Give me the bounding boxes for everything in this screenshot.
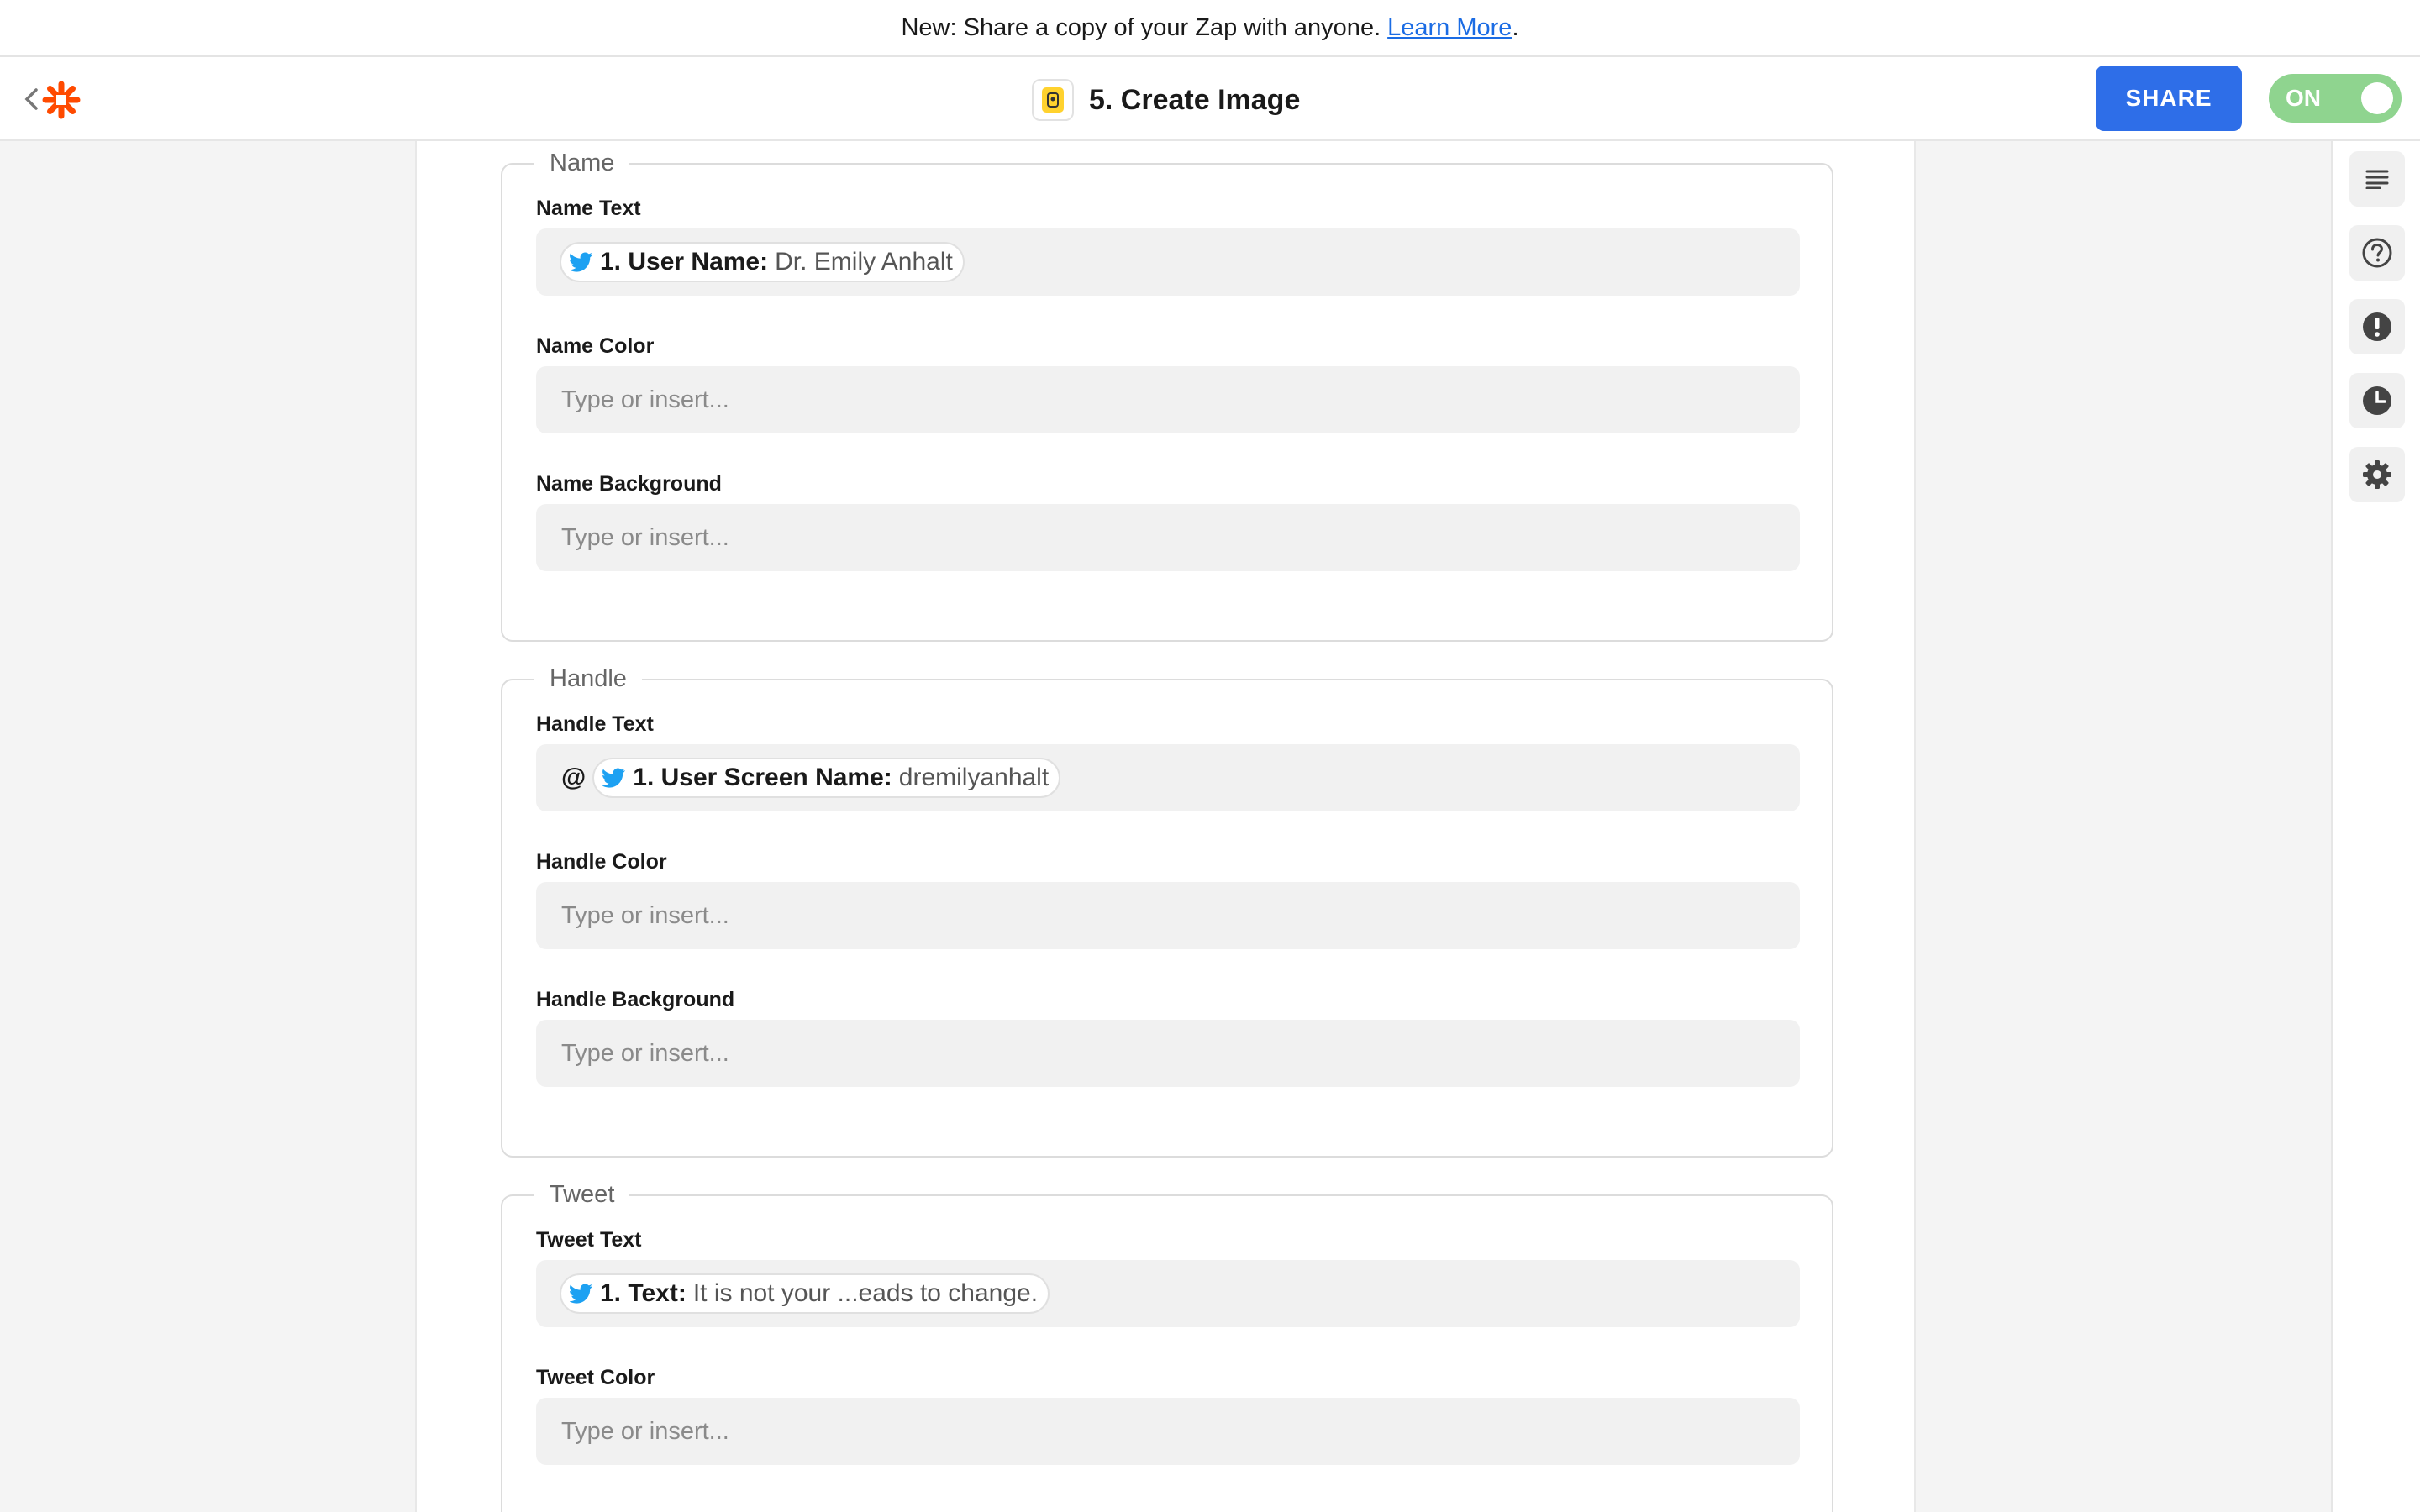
name-color-input[interactable]: Type or insert...: [536, 366, 1800, 433]
name-background-input[interactable]: Type or insert...: [536, 504, 1800, 571]
tweet-legend: Tweet: [534, 1178, 629, 1211]
handle-background-label: Handle Background: [536, 988, 735, 1011]
back-button[interactable]: [18, 82, 44, 116]
alerts-button[interactable]: [2349, 299, 2405, 354]
gear-icon: [2361, 459, 2393, 491]
pill-value: It is not your ...eads to change.: [692, 1279, 1039, 1307]
alert-icon: [2361, 311, 2393, 343]
name-color-label: Name Color: [536, 334, 655, 358]
twitter-icon: [602, 768, 626, 788]
tweet-fieldset: [501, 1181, 1833, 1512]
tweet-text-input[interactable]: [536, 1260, 1800, 1327]
tweet-color-label: Tweet Color: [536, 1366, 655, 1389]
step-form-panel: [415, 141, 1916, 1512]
announcement-trail: .: [1512, 13, 1519, 41]
chevron-left-icon: [24, 87, 39, 111]
outline-button[interactable]: [2349, 151, 2405, 207]
handle-text-pill[interactable]: [592, 758, 1060, 798]
pill-value: dremilyanhalt: [898, 764, 1050, 791]
step-title-group: [1032, 79, 1300, 121]
tweet-color-input[interactable]: Type or insert...: [536, 1398, 1800, 1465]
handle-background-input[interactable]: Type or insert...: [536, 1020, 1800, 1087]
history-icon: [2361, 385, 2393, 417]
handle-text-input[interactable]: [536, 744, 1800, 811]
twitter-icon: [570, 252, 593, 272]
twitter-icon: [570, 1284, 593, 1304]
toggle-label: ON: [2286, 85, 2321, 111]
right-sidebar: [2331, 141, 2420, 1512]
history-button[interactable]: [2349, 373, 2405, 428]
name-fieldset: [501, 150, 1833, 642]
editor-header: [0, 57, 2420, 141]
outline-icon: [2365, 169, 2390, 189]
pill-key: 1. Text:: [600, 1279, 687, 1307]
handle-color-label: Handle Color: [536, 850, 667, 874]
handle-text-label: Handle Text: [536, 712, 654, 736]
handle-prefix: @: [561, 764, 587, 791]
handle-color-input[interactable]: Type or insert...: [536, 882, 1800, 949]
name-legend: Name: [534, 146, 629, 180]
pill-value: Dr. Emily Anhalt: [775, 248, 953, 276]
name-text-pill[interactable]: [560, 242, 965, 282]
tweet-text-pill[interactable]: [560, 1273, 1050, 1314]
pill-key: 1. User Name:: [600, 248, 769, 276]
help-icon: [2361, 237, 2393, 269]
settings-button[interactable]: [2349, 447, 2405, 502]
announcement-text: New: Share a copy of your Zap with anyone.: [901, 13, 1381, 41]
toggle-knob: [2361, 82, 2393, 114]
share-button[interactable]: SHARE: [2096, 66, 2242, 131]
learn-more-link[interactable]: Learn More: [1387, 13, 1512, 41]
image-app-icon: [1047, 92, 1059, 108]
name-background-label: Name Background: [536, 472, 722, 496]
pill-key: 1. User Screen Name:: [633, 764, 892, 791]
app-icon: [1032, 79, 1074, 121]
name-text-input[interactable]: [536, 228, 1800, 296]
tweet-text-label: Tweet Text: [536, 1228, 642, 1252]
zap-on-toggle[interactable]: [2269, 74, 2402, 123]
help-button[interactable]: [2349, 225, 2405, 281]
name-text-label: Name Text: [536, 197, 641, 220]
announcement-bar: [0, 0, 2420, 57]
handle-fieldset: [501, 665, 1833, 1158]
zapier-logo-icon[interactable]: [42, 81, 81, 119]
handle-legend: Handle: [534, 662, 642, 696]
step-title: 5. Create Image: [1089, 83, 1301, 116]
